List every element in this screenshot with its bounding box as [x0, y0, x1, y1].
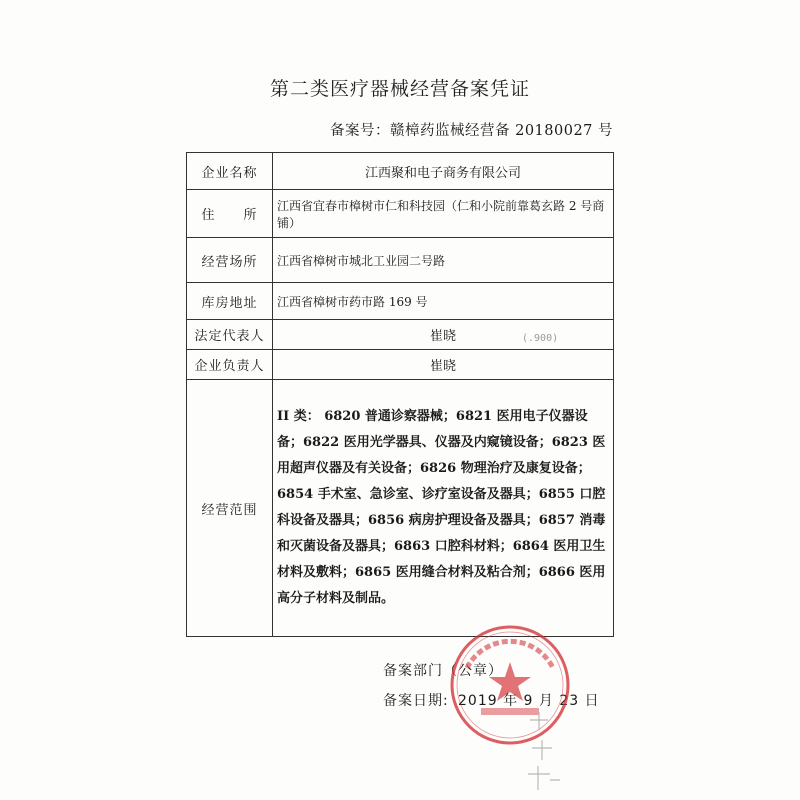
row-label-company-name: 企业名称	[187, 153, 273, 190]
row-label-legal-representative: 法定代表人	[187, 320, 273, 350]
table-row	[187, 238, 614, 283]
row-value-warehouse-address: 江西省樟树市药市路 169 号	[273, 283, 614, 320]
row-value-legal-representative: 崔晓	[273, 320, 614, 350]
table-row	[187, 283, 614, 320]
document-title: 第二类医疗器械经营备案凭证	[269, 78, 530, 100]
table-row	[187, 350, 614, 380]
row-value-business-premises: 江西省樟树市城北工业园二号路	[273, 238, 614, 283]
row-label-address: 住 所	[187, 190, 273, 238]
row-label-enterprise-principal: 企业负责人	[187, 350, 273, 380]
filing-date-value: 2019 年 9 月 23 日	[458, 693, 600, 709]
table-row	[187, 380, 614, 637]
row-label-business-scope: 经营范围	[187, 380, 273, 637]
filing-department-label: 备案部门（公章）	[383, 663, 503, 679]
row-value-business-scope: II 类： 6820 普通诊察器械；6821 医用电子仪器设备；6822 医用光学器具、仪器及内窥镜设备；6823 医用超声仪器及有关设备；6826 物理治疗及康复设备； 6854 手术室、急诊室、诊疗室设备及器具；6855 口腔科设备及器具；6856 病房护理设备及器具；6857 消毒和灭菌设备及器具；6863 口腔科材料；6864 医用卫生材料及敷料；6865 医用缝合材料及粘合剂；6866 医用高分子材料及制品。	[273, 380, 614, 637]
table-row	[187, 153, 614, 190]
row-label-business-premises: 经营场所	[187, 238, 273, 283]
scan-artifact-mark: (.900)	[522, 333, 559, 344]
table-row	[187, 190, 614, 238]
row-value-enterprise-principal: 崔晓	[273, 350, 614, 380]
bleed-through-marks	[520, 700, 600, 800]
registration-number: 备案号：赣樟药监械经营备 20180027 号	[330, 123, 614, 139]
filing-date-label: 备案日期:	[383, 693, 449, 709]
row-label-warehouse-address: 库房地址	[187, 283, 273, 320]
certificate-table	[186, 152, 614, 637]
row-value-address: 江西省宜春市樟树市仁和科技园（仁和小院前靠葛玄路 2 号商铺）	[273, 190, 614, 238]
row-value-company-name: 江西聚和电子商务有限公司	[273, 153, 614, 190]
